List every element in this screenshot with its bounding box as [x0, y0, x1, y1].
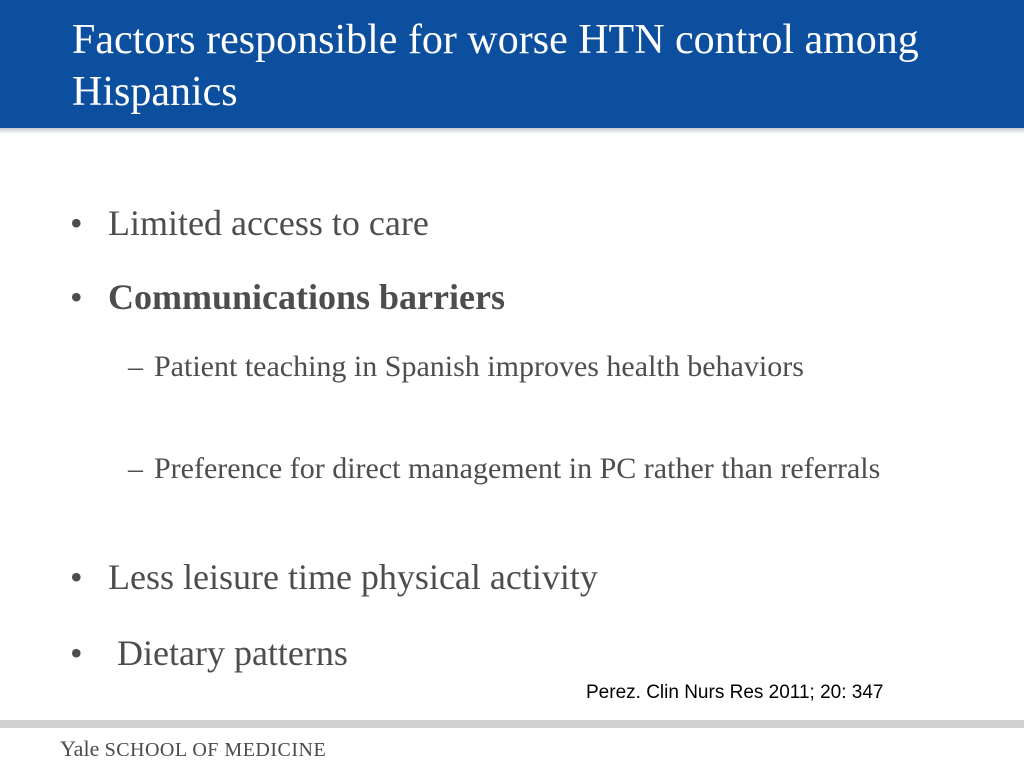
bullet-marker: • — [70, 633, 83, 673]
bullet-marker: • — [70, 203, 83, 243]
bullet-text: Limited access to care — [108, 203, 429, 243]
logo-school: SCHOOL OF MEDICINE — [104, 739, 327, 761]
sub-bullet-text: Preference for direct management in PC rather than referrals — [154, 452, 881, 485]
sub-bullet-item — [128, 348, 968, 386]
bullet-marker: • — [70, 277, 83, 317]
slide-title: Factors responsible for worse HTN control among Hispanics — [72, 17, 919, 115]
sub-bullet-marker: – — [128, 350, 143, 383]
bullet-text: Less leisure time physical activity — [108, 557, 598, 597]
bullet-text: Dietary patterns — [108, 633, 348, 673]
sub-bullet-item — [128, 450, 968, 488]
bullet-marker: • — [70, 557, 83, 597]
sub-bullet-text: Patient teaching in Spanish improves health behaviors — [154, 350, 804, 383]
yale-school-of-medicine-logo — [60, 736, 326, 762]
logo-yale: Yale — [60, 736, 100, 761]
footer-bar — [0, 720, 1024, 728]
sub-bullet-marker: – — [128, 452, 143, 485]
bullet-text: Communications barriers — [108, 277, 505, 317]
citation: Perez. Clin Nurs Res 2011; 20: 347 — [586, 682, 884, 703]
